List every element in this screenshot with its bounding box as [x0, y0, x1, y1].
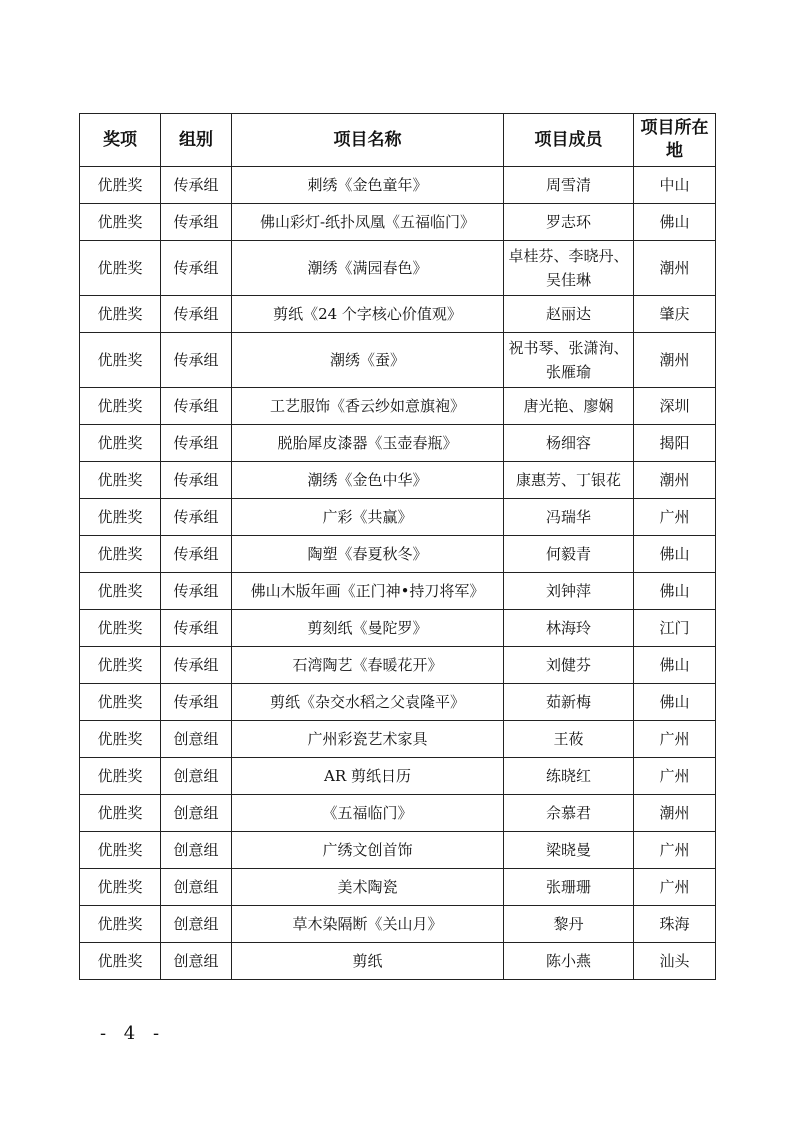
cell-group: 创意组 [161, 832, 232, 869]
cell-location: 佛山 [634, 204, 716, 241]
cell-location: 珠海 [634, 906, 716, 943]
cell-project-name: 广州彩瓷艺术家具 [232, 721, 504, 758]
cell-project-name: 脱胎犀皮漆器《玉壶春瓶》 [232, 425, 504, 462]
cell-location: 佛山 [634, 573, 716, 610]
cell-location: 广州 [634, 499, 716, 536]
table-row [80, 499, 716, 536]
cell-project-name: 潮绣《满园春色》 [232, 241, 504, 296]
cell-group: 传承组 [161, 610, 232, 647]
cell-award: 优胜奖 [80, 462, 161, 499]
cell-members: 冯瑞华 [504, 499, 634, 536]
cell-group: 创意组 [161, 795, 232, 832]
cell-project-name: 草木染隔断《关山月》 [232, 906, 504, 943]
cell-group: 传承组 [161, 241, 232, 296]
cell-group: 传承组 [161, 388, 232, 425]
cell-group: 传承组 [161, 333, 232, 388]
cell-location: 广州 [634, 832, 716, 869]
cell-award: 优胜奖 [80, 241, 161, 296]
table-row [80, 388, 716, 425]
cell-location: 广州 [634, 758, 716, 795]
cell-group: 传承组 [161, 536, 232, 573]
cell-project-name: 广彩《共赢》 [232, 499, 504, 536]
table-row [80, 943, 716, 980]
cell-group: 传承组 [161, 499, 232, 536]
cell-group: 传承组 [161, 425, 232, 462]
table-row [80, 333, 716, 388]
header-location: 项目所在地 [634, 114, 716, 167]
cell-group: 传承组 [161, 647, 232, 684]
cell-group: 创意组 [161, 906, 232, 943]
cell-award: 优胜奖 [80, 425, 161, 462]
table-row [80, 296, 716, 333]
cell-award: 优胜奖 [80, 647, 161, 684]
table-row [80, 573, 716, 610]
table-row [80, 721, 716, 758]
table-row [80, 647, 716, 684]
cell-location: 潮州 [634, 462, 716, 499]
table-row [80, 167, 716, 204]
cell-location: 汕头 [634, 943, 716, 980]
cell-project-name: 剪纸《24 个字核心价值观》 [232, 296, 504, 333]
cell-members: 周雪清 [504, 167, 634, 204]
cell-members: 赵丽达 [504, 296, 634, 333]
cell-award: 优胜奖 [80, 758, 161, 795]
table-row [80, 536, 716, 573]
cell-members: 张珊珊 [504, 869, 634, 906]
cell-award: 优胜奖 [80, 167, 161, 204]
cell-project-name: 陶塑《春夏秋冬》 [232, 536, 504, 573]
cell-project-name: 工艺服饰《香云纱如意旗袍》 [232, 388, 504, 425]
header-members: 项目成员 [504, 114, 634, 167]
cell-project-name: 石湾陶艺《春暖花开》 [232, 647, 504, 684]
cell-members: 祝书琴、张潇洵、张雁瑜 [504, 333, 634, 388]
cell-location: 揭阳 [634, 425, 716, 462]
table-row [80, 906, 716, 943]
table-row [80, 610, 716, 647]
header-award: 奖项 [80, 114, 161, 167]
table-row [80, 425, 716, 462]
cell-group: 创意组 [161, 869, 232, 906]
cell-award: 优胜奖 [80, 943, 161, 980]
table-body [80, 167, 716, 980]
cell-award: 优胜奖 [80, 333, 161, 388]
cell-group: 创意组 [161, 721, 232, 758]
cell-project-name: 佛山彩灯-纸扑凤凰《五福临门》 [232, 204, 504, 241]
cell-location: 广州 [634, 869, 716, 906]
cell-group: 传承组 [161, 573, 232, 610]
cell-group: 创意组 [161, 943, 232, 980]
table-row [80, 869, 716, 906]
cell-project-name: 佛山木版年画《正门神•持刀将军》 [232, 573, 504, 610]
cell-group: 创意组 [161, 758, 232, 795]
cell-location: 肇庆 [634, 296, 716, 333]
cell-project-name: 剪纸 [232, 943, 504, 980]
cell-members: 杨细容 [504, 425, 634, 462]
cell-location: 中山 [634, 167, 716, 204]
header-project-name: 项目名称 [232, 114, 504, 167]
header-group: 组别 [161, 114, 232, 167]
cell-award: 优胜奖 [80, 610, 161, 647]
cell-award: 优胜奖 [80, 296, 161, 333]
cell-group: 传承组 [161, 167, 232, 204]
cell-award: 优胜奖 [80, 869, 161, 906]
cell-award: 优胜奖 [80, 573, 161, 610]
cell-members: 黎丹 [504, 906, 634, 943]
table-row [80, 462, 716, 499]
cell-award: 优胜奖 [80, 684, 161, 721]
cell-project-name: AR 剪纸日历 [232, 758, 504, 795]
cell-location: 潮州 [634, 795, 716, 832]
cell-members: 康惠芳、丁银花 [504, 462, 634, 499]
table-row [80, 795, 716, 832]
cell-members: 卓桂芬、李晓丹、吴佳琳 [504, 241, 634, 296]
cell-award: 优胜奖 [80, 388, 161, 425]
cell-members: 刘健芬 [504, 647, 634, 684]
cell-location: 深圳 [634, 388, 716, 425]
cell-location: 佛山 [634, 536, 716, 573]
cell-project-name: 美术陶瓷 [232, 869, 504, 906]
cell-location: 潮州 [634, 241, 716, 296]
cell-award: 优胜奖 [80, 832, 161, 869]
cell-project-name: 潮绣《蚕》 [232, 333, 504, 388]
cell-group: 传承组 [161, 296, 232, 333]
cell-members: 罗志环 [504, 204, 634, 241]
table-row [80, 204, 716, 241]
cell-location: 佛山 [634, 647, 716, 684]
cell-group: 传承组 [161, 462, 232, 499]
table-row [80, 832, 716, 869]
table-row [80, 684, 716, 721]
cell-members: 林海玲 [504, 610, 634, 647]
cell-members: 刘钟萍 [504, 573, 634, 610]
cell-award: 优胜奖 [80, 499, 161, 536]
cell-award: 优胜奖 [80, 906, 161, 943]
cell-group: 传承组 [161, 204, 232, 241]
cell-members: 何毅青 [504, 536, 634, 573]
cell-project-name: 剪刻纸《曼陀罗》 [232, 610, 504, 647]
cell-members: 佘慕君 [504, 795, 634, 832]
cell-members: 陈小燕 [504, 943, 634, 980]
cell-location: 佛山 [634, 684, 716, 721]
cell-project-name: 剪纸《杂交水稻之父袁隆平》 [232, 684, 504, 721]
cell-members: 王莜 [504, 721, 634, 758]
cell-members: 茹新梅 [504, 684, 634, 721]
page-number: - 4 - [100, 1023, 166, 1044]
cell-award: 优胜奖 [80, 721, 161, 758]
table-header-row [80, 114, 716, 167]
cell-award: 优胜奖 [80, 204, 161, 241]
cell-members: 唐光艳、廖娴 [504, 388, 634, 425]
cell-location: 江门 [634, 610, 716, 647]
cell-project-name: 刺绣《金色童年》 [232, 167, 504, 204]
cell-location: 潮州 [634, 333, 716, 388]
cell-members: 练晓红 [504, 758, 634, 795]
table-row [80, 241, 716, 296]
cell-award: 优胜奖 [80, 536, 161, 573]
awards-table [79, 113, 716, 980]
cell-project-name: 潮绣《金色中华》 [232, 462, 504, 499]
cell-award: 优胜奖 [80, 795, 161, 832]
table-row [80, 758, 716, 795]
cell-project-name: 《五福临门》 [232, 795, 504, 832]
cell-location: 广州 [634, 721, 716, 758]
cell-group: 传承组 [161, 684, 232, 721]
cell-project-name: 广绣文创首饰 [232, 832, 504, 869]
cell-members: 梁晓曼 [504, 832, 634, 869]
